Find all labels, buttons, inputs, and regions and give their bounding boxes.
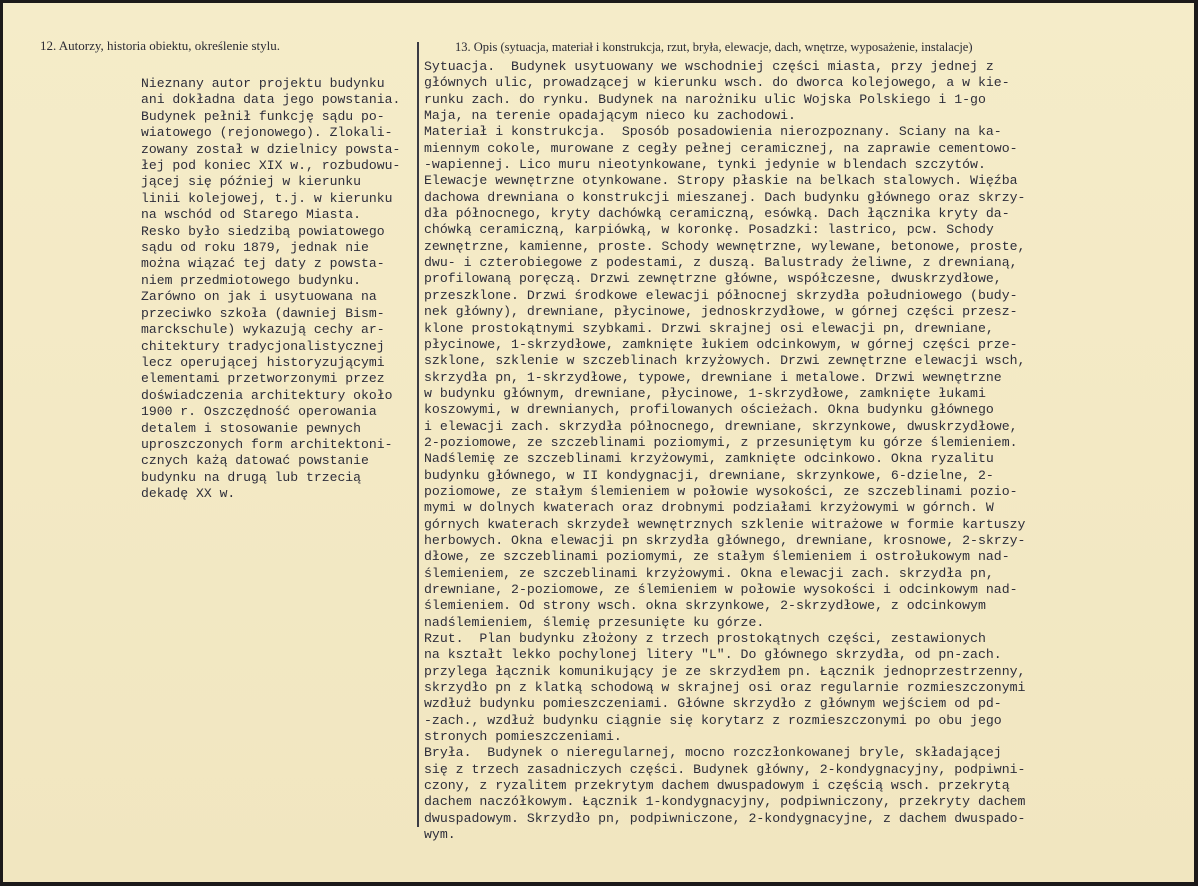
description-text-line: 2-poziomowe, ze szczeblinami poziomymi, z przesuniętym ku górze ślemieniem. — [424, 434, 1018, 450]
history-text-line: Zarówno on jak i usytuowana na — [141, 289, 377, 305]
description-text-line: dłowe, ze szczeblinami poziomymi, ze stałym ślemieniem i ostrołukowym nad- — [424, 549, 1010, 565]
description-text-line: się z trzech zasadniczych części. Budynek główny, 2-kondygnacyjny, podpiwni- — [424, 761, 1026, 777]
description-text-line: ślemieniem, ze szczeblinami krzyżowymi. Okna elewacji zach. skrzydła pn, — [424, 565, 994, 581]
description-text-line: dła północnego, kryty dachówką ceramiczną, esówką. Dach łącznika kryty da- — [424, 206, 1010, 222]
description-text-line: płycinowe, 1-skrzydłowe, zamknięte łukiem odcinkowym, w górnej części prze- — [424, 336, 1018, 352]
history-text-line: przeciwko szkoła (dawniej Bism- — [141, 305, 385, 321]
history-text-line: ani dokładna data jego powstania. — [141, 92, 401, 108]
history-text-line: Resko było siedzibą powiatowego — [141, 223, 385, 239]
description-text-line: Rzut. Plan budynku złożony z trzech prostokątnych części, zestawionych — [424, 631, 986, 647]
description-text-line: mymi w dolnych kwaterach oraz drobnymi podziałami krzyżowymi w górnch. W — [424, 500, 994, 516]
section-13-heading: 13. Opis (sytuacja, materiał i konstrukcja, rzut, bryła, elewacje, dach, wnętrze, wyposażenie, instalacje) — [455, 40, 973, 54]
history-text-line: linii kolejowej, t.j. w kierunku — [141, 190, 393, 206]
history-text-line: uproszczonych form architektoni- — [141, 436, 393, 452]
description-text-line: Elewacje wewnętrzne otynkowane. Stropy płaskie na belkach stalowych. Więźba — [424, 173, 1018, 189]
history-text-line: zowany został w dzielnicy powsta- — [141, 141, 401, 157]
description-text-line: ślemieniem. Od strony wsch. okna skrzynkowe, 2-skrzydłowe, z odcinkowym — [424, 598, 986, 614]
history-text-line: lecz operującej historyzującymi — [141, 354, 385, 370]
description-text-line: dachowa drewniana o konstrukcji mieszanej. Dach budynku głównego oraz skrzy- — [424, 189, 1026, 205]
history-text-line: na wschód od Starego Miasta. — [141, 207, 362, 223]
description-text-line: Bryła. Budynek o nieregularnej, mocno rozczłonkowanej bryle, składającej — [424, 745, 1002, 761]
description-text-line: Materiał i konstrukcja. Sposób posadowienia nierozpoznany. Sciany na ka- — [424, 124, 1002, 140]
page-edge-right — [1194, 0, 1198, 886]
description-text-column — [424, 59, 1069, 844]
page-edge-top — [0, 0, 1198, 3]
history-text-line: łej pod koniec XIX w., rozbudowu- — [141, 158, 401, 174]
description-text-line: w budynku głównym, drewniane, płycinowe, 1-skrzydłowe, zamknięte łukami — [424, 385, 986, 401]
page-edge-left — [0, 0, 3, 886]
description-text-line: -zach., wzdłuż budynku ciągnie się korytarz z rozmieszczonymi po obu jego — [424, 712, 1002, 728]
description-text-line: Maja, na terenie opadającym nieco ku zachodowi. — [424, 108, 796, 124]
description-text-line: przeszklone. Drzwi środkowe elewacji północnej skrzydła południowego (budy- — [424, 287, 1018, 303]
description-text-line: stronych pomieszczeniami. — [424, 729, 622, 745]
description-text-line: skrzydła pn, 1-skrzydłowe, typowe, drewniane i metalowe. Drzwi wewnętrzne — [424, 369, 1002, 385]
description-text-line: dwu- i czterobiegowe z podestami, z duszą. Balustrady żeliwne, z drewnianą, — [424, 255, 1018, 271]
history-text-line: sądu od roku 1879, jednak nie — [141, 240, 369, 256]
history-text-line: budynku na drugą lub trzecią — [141, 469, 362, 485]
description-text-line: skrzydło pn z klatką schodową w skrajnej osi oraz regularnie rozmieszczonymi — [424, 680, 1026, 696]
description-text-line: czony, z ryzalitem przekrytym dachem dwuspadowym i częścią wsch. przekrytą — [424, 778, 1010, 794]
description-text-line: i elewacji zach. skrzydła północnego, drewniane, skrzynkowe, dwuskrzydłowe, — [424, 418, 1018, 434]
description-text-line: profilowaną poręczą. Drzwi zewnętrzne główne, współczesne, dwuskrzydłowe, — [424, 271, 1002, 287]
history-text-line: 1900 r. Oszczędność operowania — [141, 404, 377, 420]
history-text-line: doświadczenia architektury około — [141, 387, 393, 403]
description-text-line: klone prostokątnymi szybkami. Drzwi skrajnej osi elewacji pn, drewniane, — [424, 320, 994, 336]
description-text-line: poziomowe, ze stałym ślemieniem w połowie wysokości, ze szczeblinami pozio- — [424, 483, 1018, 499]
description-text-line: chówką ceramiczną, karpiówką, w koronkę. Posadzki: lastrico, pcw. Schody — [424, 222, 994, 238]
history-text-column — [141, 76, 411, 503]
description-text-line: drewniane, 2-poziomowe, ze ślemieniem w połowie wysokości i odcinkowym nad- — [424, 582, 1018, 597]
description-text-line: herbowych. Okna elewacji pn skrzydła głównego, drewniane, krosnowe, 2-skrzy- — [424, 532, 1026, 548]
description-text-line: budynku głównego, w II kondygnacji, drewniane, skrzynkowe, 6-dzielne, 2- — [424, 467, 994, 483]
history-text-line: Budynek pełnił funkcję sądu po- — [141, 108, 385, 124]
description-text-line: przylega łącznik komunikujący je ze skrzydłem pn. Łącznik jednoprzestrzenny, — [424, 663, 1026, 679]
description-text-line: wym. — [424, 827, 456, 843]
section-12-heading: 12. Autorzy, historia obiektu, określenie stylu. — [40, 38, 280, 53]
history-text-line: dekadę XX w. — [141, 486, 236, 502]
page-edge-bottom — [0, 882, 1198, 886]
history-text-line: jącej się później w kierunku — [141, 174, 362, 190]
description-text-line: runku zach. do rynku. Budynek na narożniku ulic Wojska Polskiego i 1-go — [424, 91, 986, 107]
description-text-line: dachem naczółkowym. Łącznik 1-kondygnacyjny, podpiwniczony, przekryty dachem — [424, 794, 1026, 810]
history-text-line: cznych każą datować powstanie — [141, 453, 369, 469]
description-text-line: dwuspadowym. Skrzydło pn, podpiwniczone, 2-kondygnacyjne, z dachem dwuspado- — [424, 810, 1026, 826]
description-text-line: szklone, szklenie w szczeblinach krzyżowych. Drzwi zewnętrzne elewacji wsch, — [424, 353, 1026, 369]
description-text-line: Nadślemię ze szczeblinami krzyżowymi, zamknięte odcinkowo. Okna ryzalitu — [424, 451, 994, 467]
description-text-line: koszowymi, w drewnianych, profilowanych ościeżach. Okna budynku głównego — [424, 402, 994, 418]
history-text-line: niem przedmiotowego budynku. — [141, 272, 362, 288]
description-text-line: nadślemieniem, ślemię przesunięte ku górze. — [424, 614, 765, 630]
description-text-line: Sytuacja. Budynek usytuowany we wschodniej części miasta, przy jednej z — [424, 59, 994, 74]
description-text-line: -wapiennej. Lico muru nieotynkowane, tynki jedynie w blendach szczytów. — [424, 157, 986, 173]
description-text-line: górnych kwaterach skrzydeł wewnętrznych szklenie witrażowe w formie kartuszy — [424, 516, 1026, 532]
description-text-line: głównych ulic, prowadzącej w kierunku wsch. do dworca kolejowego, a w kie- — [424, 75, 1010, 91]
column-divider — [417, 42, 419, 827]
history-text-line: wiatowego (rejonowego). Zlokali- — [141, 125, 393, 141]
description-text-line: nek główny), drewniane, płycinowe, jednoskrzydłowe, w górnej części przesz- — [424, 304, 1018, 320]
history-text-line: można wiązać tej daty z powsta- — [141, 256, 385, 272]
description-text-line: wzdłuż budynku pomieszczeniami. Główne skrzydło z głównym wejściem od pd- — [424, 696, 1002, 712]
history-text-line: marckschule) wykazują cechy ar- — [141, 322, 385, 338]
history-text-line: Nieznany autor projektu budynku — [141, 76, 385, 91]
description-text-line: na kształt lekko pochylonej litery "L". Do głównego skrzydła, od pn-zach. — [424, 647, 1002, 663]
description-text-line: miennym cokole, murowane z cegły pełnej ceramicznej, na zaprawie cementowo- — [424, 140, 1018, 156]
history-text-line: elementami przetworzonymi przez — [141, 371, 385, 387]
history-text-line: detalem i stosowanie pewnych — [141, 420, 362, 436]
history-text-line: chitektury tradycjonalistycznej — [141, 338, 385, 354]
description-text-line: zewnętrzne, kamienne, proste. Schody wewnętrzne, wylewane, betonowe, proste, — [424, 238, 1026, 254]
